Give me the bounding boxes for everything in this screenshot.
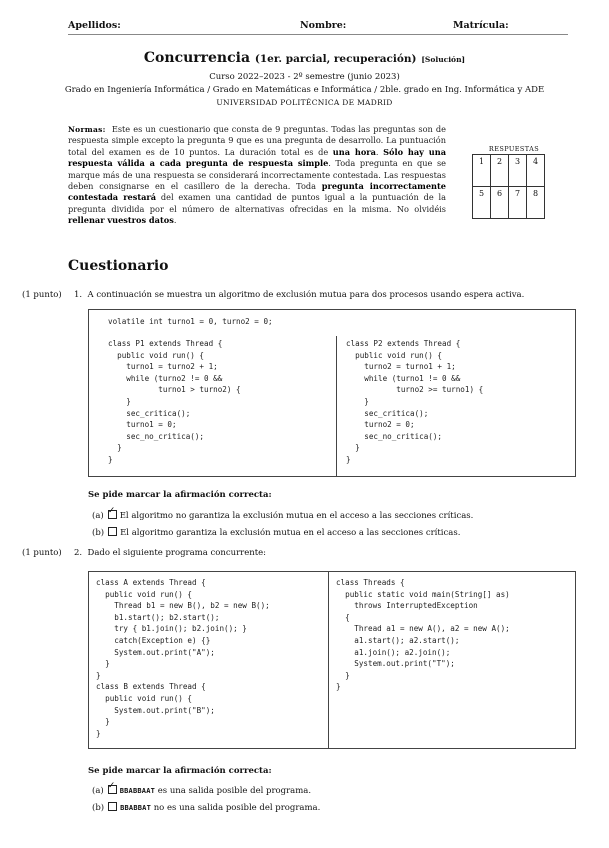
checked-box-icon[interactable]	[108, 510, 117, 519]
course-line: Curso 2022–2023 - 2º semestre (junio 2023)	[209, 72, 400, 82]
university-line: UNIVERSIDAD POLITÉCNICA DE MADRID	[216, 98, 393, 107]
degree-line: Grado en Ingeniería Informática / Grado en Matemáticas e Informática / 2ble. grado en Ing. Informática y ADE	[64, 85, 545, 95]
checkbox-icon[interactable]	[108, 802, 117, 811]
answer-cell[interactable]: 1	[473, 155, 491, 187]
header-rule	[68, 34, 568, 35]
q2-prompt: Se pide marcar la afirmación correcta:	[88, 766, 272, 776]
q1-code-shared: volatile int turno1 = 0, turno2 = 0;	[108, 317, 273, 326]
answers-grid	[472, 154, 545, 219]
q1-statement: 1. A continuación se muestra un algoritmo de exclusión mutua para dos procesos usando espera activa.	[74, 290, 525, 300]
q2-points: (1 punto)	[22, 548, 62, 558]
answer-cell[interactable]: 4	[527, 155, 545, 187]
q1-option-a[interactable]: (a)✓ El algoritmo no garantiza la exclusión mutua en el acceso a las secciones críticas.	[92, 510, 473, 521]
answer-cell[interactable]: 2	[491, 155, 509, 187]
q1-code-divider	[336, 336, 337, 477]
answer-cell[interactable]: 8	[527, 187, 545, 219]
q2-code-main: class Threads { public static void main(String[] as) throws InterruptedException { Thread a1 = new A(), a2 = new A(); a1.start(); a2.start(); a1.join(); a2.join(); System.out.print("T"); } }	[336, 578, 510, 692]
q1-code-p1: class P1 extends Thread { public void run() { turno1 = turno2 + 1; while (turno2 != 0 && turno1 > turno2) { } sec_critica(); turno1 = 0; sec_no_critica(); } }	[108, 339, 241, 464]
answer-cell[interactable]: 5	[473, 187, 491, 219]
q1-code-p2: class P2 extends Thread { public void run() { turno2 = turno1 + 1; while (turno1 != 0 && turno2 >= turno1) { } sec_critica(); turno2 = 0; sec_no_critica(); } }	[346, 339, 484, 464]
q2-code-divider	[328, 571, 329, 749]
checkbox-icon[interactable]	[108, 527, 117, 536]
q2-code-classes: class A extends Thread { public void run() { Thread b1 = new B(), b2 = new B(); b1.start(); b2.start(); try { b1.join(); b2.join(); } catch(Exception e) {} System.out.print("A"); } } class B extends Thread { public void run() { System.out.print("B"); } }	[96, 578, 270, 738]
q1-prompt: Se pide marcar la afirmación correcta:	[88, 490, 272, 500]
nombre-label: Nombre:	[300, 20, 347, 31]
answer-cell[interactable]: 7	[509, 187, 527, 219]
answers-caption: RESPUESTAS	[488, 145, 540, 153]
q1-points: (1 punto)	[22, 290, 62, 300]
matricula-label: Matrícula:	[453, 20, 509, 31]
q2-option-b[interactable]: (b) BBABBAT no es una salida posible del programa.	[92, 803, 321, 813]
exam-rules: Normas: Este es un cuestionario que consta de 9 preguntas. Todas las preguntas son de respuesta simple excepto la pregunta 9 que es una pregunta de desarrollo. La puntuación total del examen es de 10 puntos. La duración total es de una hora. Sólo hay una respuesta válida a cada pregunta de respuesta simple. Toda pregunta en que se marque más de una respuesta se considerará incorrectamente contestada. Las respuestas deben consignarse en el casillero de la derecha. Toda pregunta incorrectamente contestada restará del examen una cantidad de puntos igual a la puntuación de la pregunta dividida por el número de alternativas ofrecidas en la misma. No olvidéis rellenar vuestros datos.	[68, 124, 447, 226]
q2-statement: 2. Dado el siguiente programa concurrente:	[74, 548, 267, 558]
section-title: Cuestionario	[68, 258, 169, 274]
q2-option-a[interactable]: (a)✓ BBABBAAT es una salida posible del programa.	[92, 785, 311, 796]
page-title: Concurrencia (1er. parcial, recuperación) [Solución]	[143, 50, 466, 66]
q1-option-b[interactable]: (b) El algoritmo garantiza la exclusión mutua en el acceso a las secciones críticas.	[92, 528, 461, 538]
checked-box-icon[interactable]	[108, 785, 117, 794]
apellidos-label: Apellidos:	[68, 20, 121, 31]
answer-cell[interactable]: 6	[491, 187, 509, 219]
answer-cell[interactable]: 3	[509, 155, 527, 187]
